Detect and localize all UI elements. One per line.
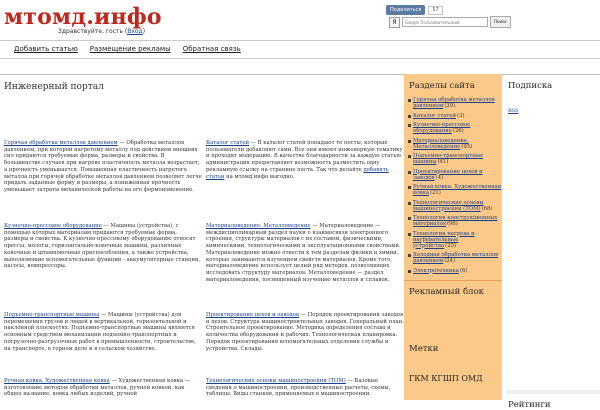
section-link[interactable]: Ручная ковка. Художественная ковка [413,184,502,196]
search-box [389,16,511,28]
section-count: (3) [457,112,465,119]
section-item [408,97,502,109]
section-link[interactable]: Каталог статей [413,112,457,119]
sections-list [404,97,502,274]
nav-divider-bottom [0,58,600,59]
section-count: (95) [461,143,473,150]
section-item [408,231,502,249]
bullet-icon [408,140,411,143]
section-count: (25) [445,242,457,249]
section-item [408,153,502,165]
sections-title: Разделы сайта [409,81,475,91]
bullet-icon [408,124,411,127]
login-link[interactable]: Вход [127,28,143,35]
section-link[interactable]: Технологические основы машиностроения (ТОМ) [413,199,484,212]
yandex-icon: Я [389,17,400,28]
ratings-title: Рейтинги [508,400,551,410]
nav-add-article[interactable]: Добавить статью [14,45,78,53]
article-item [206,140,404,180]
article-link[interactable]: Технологические основы машиностроения (ТОМ) [206,378,346,384]
article-text: — Порядок проектирования заводов и цехов. Структура машиностроительных заводов. Генеральный план. Строительное проектирование. Методика определения состава и количества оборудования и рабочих. Технологическая планировка. Порядок проектирования вспомогательных отделения службы и устройства. Склады. [206,312,404,352]
section-link[interactable]: Технология конструкционных материалов [413,215,498,227]
section-count: (21) [429,190,441,196]
search-input[interactable] [402,17,488,27]
add-article-inline-link[interactable]: добавить статьи [206,166,389,180]
bullet-icon [408,155,411,158]
article-text: — Обработка металлов давлением, при которой нагретому металлу под действием внешних сил придаются требуемые форма, размеры и свойства. В большинстве случаев при нагреве пластичность металла возрастает, а прочность уменьшается. Повышенная пластичность нагретого металла при горячей обработке металлов давлением позволяет легче придать заданные форму и размеры, а пониженная прочность уменьшает затраты механической работы на его формоизменение. [4,140,202,193]
rss-link[interactable]: RSS [508,108,519,114]
article-item [4,312,202,352]
section-count: (96) [446,221,458,227]
article-text: — Машины (устройства) для перемещения грузов и людей в вертикальной, горизонтальной и наклонной плоскостях. Подъемно-транспортные машины являются основным средством механизации подъемно-транспортных и погрузочно-разгрузочных работ в промышленности, строительстве, на транспорте, в горном деле и в сельском хозяйстве. [4,312,196,352]
share-widget [386,6,443,14]
greeting-suffix: ) [142,28,146,35]
tag-cloud[interactable]: ГКМ КГШП ОМД [409,374,483,383]
ad-block-title: Рекламный блок [409,286,484,297]
section-item [408,169,502,181]
section-item [408,200,502,212]
greeting [58,28,145,35]
bullet-icon [408,217,411,220]
bullet-icon [408,99,411,102]
right-column [506,74,600,410]
article-link[interactable]: Каталог статей [206,140,250,146]
article-text: — В каталог статей попадают те посты, которые пользователи добавляют сами. Все они имеют инженерную тематику и проходят модерацию. В качестве благодарности за каждую статью администрация предоставляет возможность разместить одну рекламную ссылку на странице поста. Так что делайте [206,140,403,173]
section-link[interactable]: Электротехника [413,267,459,274]
ratings-widget [506,390,600,394]
sidebar-divider [404,280,502,281]
section-count: (24) [444,258,456,264]
section-link[interactable]: Горячая обработка металлов давлением [413,97,495,109]
share-button[interactable]: Поделиться [386,5,425,15]
section-item [408,215,502,227]
section-link[interactable]: Технология нагрева и нагревательные устройства [413,230,475,249]
share-count: 57 [428,6,442,15]
section-link[interactable]: Кузнечно-прессовое оборудование [413,122,471,134]
section-link[interactable]: Холодная обработка металлов давлением [413,252,499,264]
article-item [206,378,404,398]
greeting-text: Здравствуйте, гость ( [58,28,128,35]
sections-sidebar [404,74,502,400]
article-item [4,140,202,194]
article-text-tail: на мтомд.инфо выгодно. [224,173,295,180]
article-item [4,378,202,398]
article-link[interactable]: Проектирование цехов и заводов [206,312,299,318]
section-item [408,122,502,134]
article-link[interactable]: Подъемно-транспортные машины [4,312,100,318]
article-item [206,223,404,283]
page-title: Инженерный портал [4,82,104,92]
section-link[interactable]: Подъемно-транспортные машины [413,153,484,165]
article-link[interactable]: Ручная ковка. Художественная ковка [4,378,110,384]
section-item [408,252,502,264]
section-item [408,184,502,196]
bullet-icon [408,171,411,174]
section-link[interactable]: Проектирование цехов и заводов [413,168,483,181]
section-count: (68) [481,205,493,212]
article-text: — Художественная ковка — изготовление методом обработки металлов, ручной ковкой, как общее название, ковка любых изделий, ручной [4,378,190,398]
article-item [206,312,404,352]
tags-title: Метки [409,344,439,354]
section-link[interactable]: Материаловедение. Металловедение [413,137,469,150]
article-text: — Машины (устройства), с помощью которых материалам придаются требуемые форма, размеры и свойства. К кузнечно-прессовому оборудованию относят прессы, молоты, горизонтально-ковочные машины, различные ковочные и штамповочные приспособления, а также устройства, выполняющие вспомогательные функции - аккумуляторные станции, насосы, компрессоры. [4,223,201,270]
bullet-icon [408,270,411,273]
section-count: (26) [452,128,464,134]
bullet-icon [408,254,411,257]
section-count: (41) [437,159,449,165]
section-count: (39) [444,103,456,109]
section-item [408,113,502,119]
article-text: — Материаловедение — междисциплинарный раздел науки о взаимосвязи электронного строения, структуры материалов с их составом, физическими, химическими, технологическими и эксплуатационными свойствами. Материаловедение можно отнести к тем разделам физики и химии, которые занимаются изучением свойств материалов. Кроме того, материаловедение использует целый ряд методов, позволяющих исследовать структуру материалов. Металловедение — раздел материаловедения, посвященный изучению металлов и сплавов. [206,223,401,283]
section-count: (4) [435,174,444,181]
bullet-icon [408,186,411,189]
bullet-icon [408,202,411,205]
section-item [408,268,502,274]
subscribe-title: Подписка [508,81,553,91]
article-text: — Базовые сведения о машиностроении, производственные расчеты, схемы, таблицы. Виды станков, применяемых в машиностроении. [206,378,391,398]
article-link[interactable]: Материаловедение. Металловедение [206,223,311,229]
site-logo[interactable]: мтомд.инфо [4,4,162,30]
bullet-icon [408,115,411,118]
section-count: (6) [459,267,468,274]
article-link[interactable]: Горячая обработка металлов давлением [4,140,118,146]
nav-feedback[interactable]: Обратная связь [182,45,241,53]
section-item [408,138,502,150]
article-item [4,223,202,270]
search-button[interactable]: Поиск [490,16,511,28]
article-link[interactable]: Кузнечно-прессовое оборудование [4,223,102,229]
bullet-icon [408,233,411,236]
nav-advertising[interactable]: Размещение рекламы [89,45,171,53]
main-nav [0,40,241,58]
